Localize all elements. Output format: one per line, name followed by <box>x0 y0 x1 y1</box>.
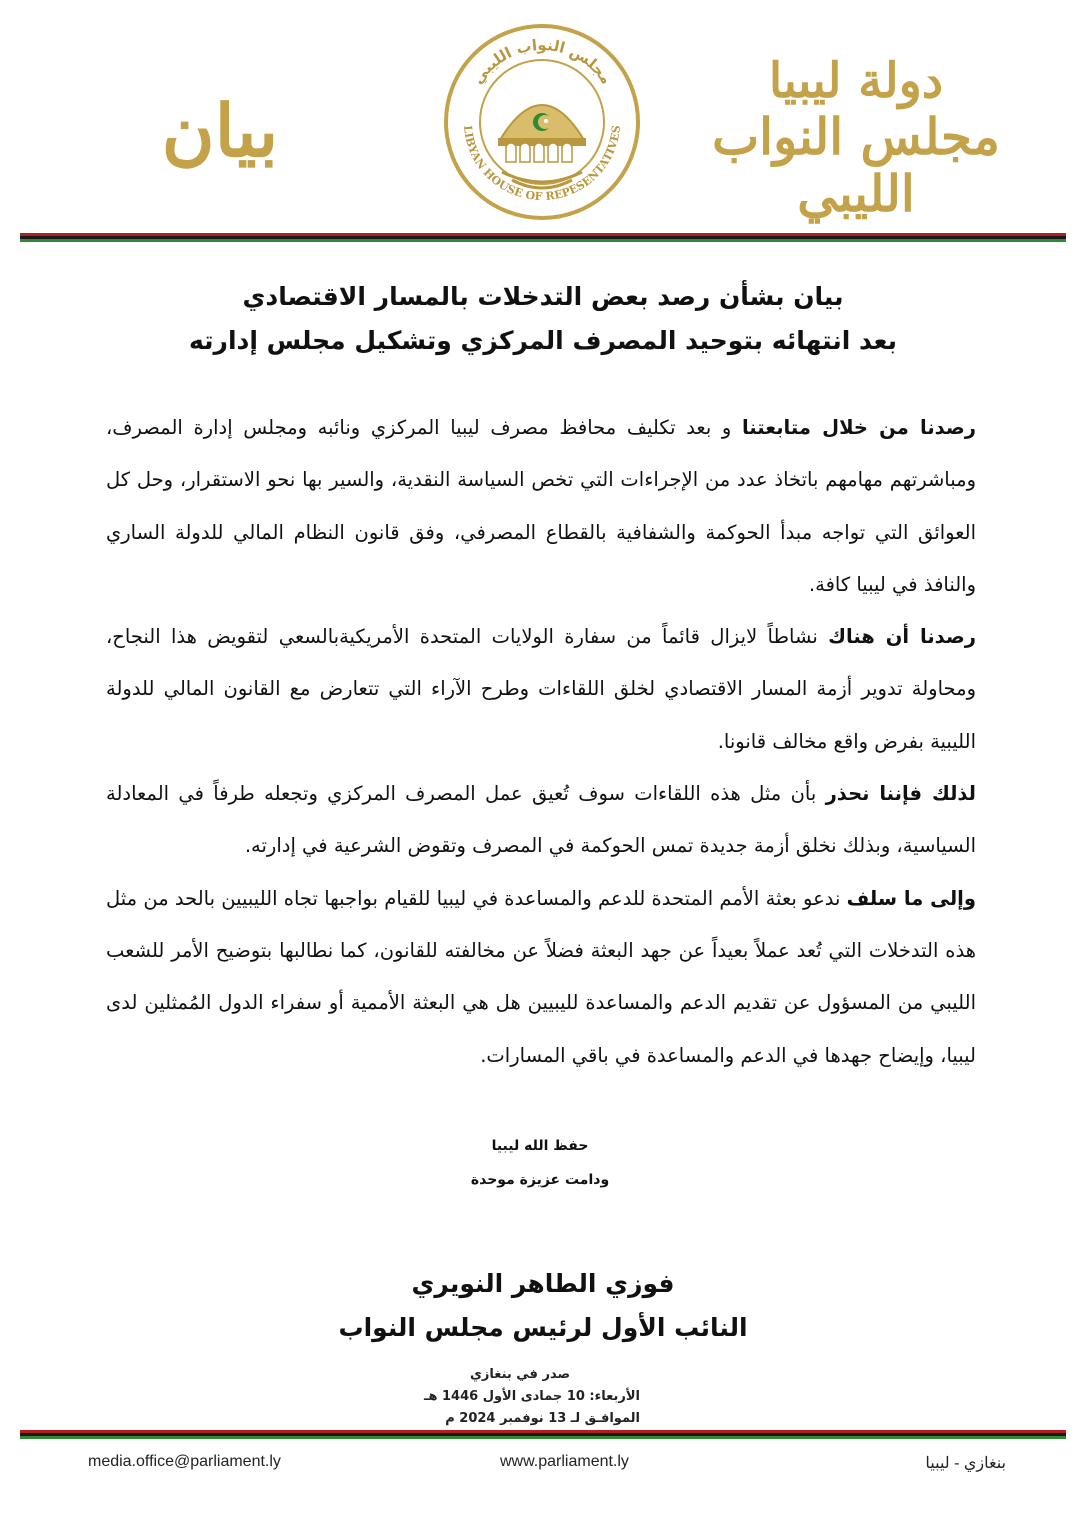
issue-place: صدر في بنغازي <box>469 1367 571 1382</box>
signatory-position: النائب الأول لرئيس مجلس النواب <box>338 1313 748 1342</box>
paragraph-2-lead: رصدنا أن هناك <box>828 625 976 649</box>
svg-text:مجلس النواب الليبي <box>469 36 616 87</box>
paragraph-4-lead: وإلى ما سلف <box>846 886 976 910</box>
letterhead <box>0 0 1086 232</box>
header-flag-divider <box>20 233 1066 242</box>
paragraph-4 <box>106 873 976 1082</box>
paragraph-1 <box>106 402 976 611</box>
closing-line-2: ودامت عزيزة موحدة <box>470 1172 610 1188</box>
emblem-arabic-text: مجلس النواب الليبي <box>468 35 616 88</box>
state-name: دولة ليبيا <box>768 53 944 109</box>
paragraph-1-lead: رصدنا من خلال متابعتنا <box>741 416 977 439</box>
house-of-representatives-emblem <box>442 22 642 222</box>
paragraph-3-text: بأن مثل هذه اللقاءات سوف تُعيق عمل المصرف المركزي وتجعله طرفاً في المعادلة السياسية، وبذلك نخلق أزمة جديدة تمس الحوكمة في المصرف وتقوض الشرعية في إدارته. <box>106 782 976 858</box>
issue-hijri-date: الأربعاء: 10 جمادى الأول 1446 هـ <box>424 1389 640 1404</box>
statement-calligraphy: بيان <box>161 88 279 173</box>
paragraph-3-lead: لذلك فإننا نحذر <box>825 782 977 806</box>
state-parliament-calligraphy <box>696 55 1016 223</box>
statement-title-line-1: بيان بشأن رصد بعض التدخلات بالمسار الاقتصادي <box>242 282 844 311</box>
footer-email[interactable]: media.office@parliament.ly <box>88 1453 281 1470</box>
paragraph-4-text: ندعو بعثة الأمم المتحدة للدعم والمساعدة في ليبيا للقيام بواجبها تجاه الليبيين بالحد من مثل هذه التدخلات التي تُعد عملاً بعيداً عن جهد البعثة فضلاً عن مخالفته للقانون، كما نطالبها بتوضيح الأمر للشعب الليبي من المسؤول عن تقديم الدعم والمساعدة لليبيين هل هي البعثة الأممية أو سفراء الدول المُمثلين لدى ليبيا، وإيضاح جهدها في الدعم والمساعدة في باقي المسارات. <box>106 886 976 1067</box>
statement-body <box>106 402 976 1082</box>
paragraph-2 <box>106 611 976 768</box>
emblem-english-text: LIBYAN HOUSE OF REPESENTATIVES <box>461 124 623 204</box>
issue-gregorian-date: الموافـق لـ 13 نوفمبر 2024 م <box>445 1411 640 1426</box>
signatory-name: فوزي الطاهر النويري <box>411 1269 675 1298</box>
parliament-name: مجلس النواب الليبي <box>712 106 1000 224</box>
closing-line-1: حفظ الله ليبيا <box>491 1138 589 1154</box>
paragraph-1-text: و بعد تكليف محافظ مصرف ليبيا المركزي ونائبه ومجلس إدارة المصرف، ومباشرتهم مهامهم باتخاذ عدد من الإجراءات التي تخص السياسة النقدية، والسير بها نحو الاستقرار، وحل كل العوائق التي تواجه مبدأ الحوكمة والشفافية بالقطاع المصرفي، وفق قانون النظام المالي للدولة الساري والنافذ في ليبيا كافة. <box>106 416 976 596</box>
issue-details <box>400 1364 640 1430</box>
paragraph-3 <box>106 768 976 873</box>
footer-location: بنغازي - ليبيا <box>925 1455 1006 1472</box>
paragraph-2-text: نشاطاً لايزال قائماً من سفارة الولايات المتحدة الأمريكيةبالسعي لتقويض هذا النجاح، ومحاولة تدوير أزمة المسار الاقتصادي لخلق اللقاءات وطرح الآراء التي تتعارض مع القانون المالي للدولة الليبية بفرض واقع مخالف قانونا. <box>106 625 976 753</box>
statement-title-line-2: بعد انتهائه بتوحيد المصرف المركزي وتشكيل مجلس إدارته <box>189 326 897 355</box>
footer-website[interactable]: www.parliament.ly <box>500 1453 629 1470</box>
footer-flag-divider <box>20 1430 1066 1439</box>
